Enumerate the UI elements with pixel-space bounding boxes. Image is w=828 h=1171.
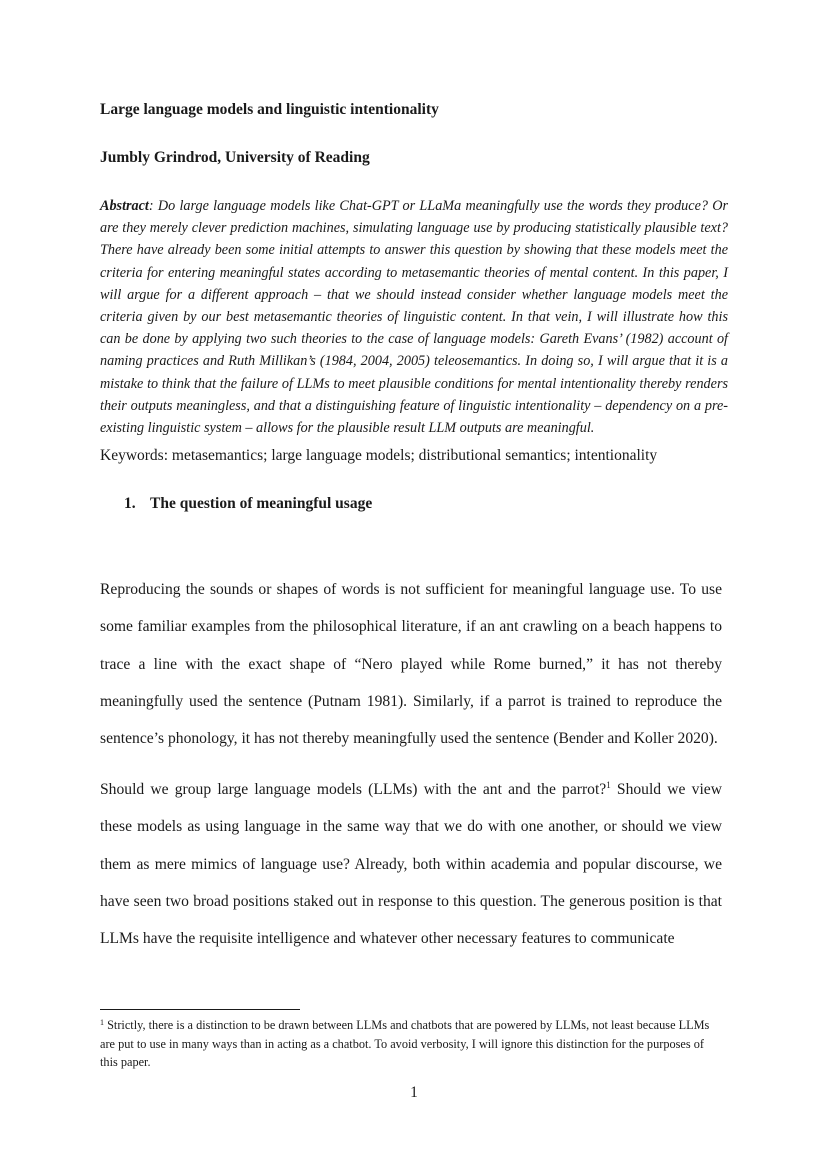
keywords: Keywords: metasemantics; large language models; distributional semantics; intentionality — [100, 447, 658, 464]
author-line: Jumbly Grindrod, University of Reading — [100, 149, 370, 166]
section-number: 1. — [124, 495, 136, 512]
paragraph-2-text-end: Should we view these models as using language in the same way that we do with one another, or should we view them as mere mimics of language use? Already, both within academia and popular discourse, we have seen two broad positions staked out in response to this question. The generous position is that LLMs have the requisite intelligence and whatever other necessary features to communicate — [100, 781, 722, 948]
footnote-divider — [100, 1009, 300, 1010]
body-paragraph-2 — [100, 771, 722, 957]
abstract-text: : Do large language models like Chat-GPT or LLaMa meaningfully use the words they produce? Or are they merely clever prediction machines, simulating language use by producing statistically plausible text? There have already been some initial attempts to answer this question by showing that these models meet the criteria for entering meaningful states according to metasemantic theories of mental content. In this paper, I will argue for a different approach – that we should instead consider whether language models meet the criteria given by our best metasemantic theories of linguistic content. In that vein, I will illustrate how this can be done by applying two such theories to the case of language models: Gareth Evans’ (1982) account of naming practices and Ruth Millikan’s (1984, 2004, 2005) teleosemantics. In doing so, I will argue that it is a mistake to think that the failure of LLMs to meet plausible conditions for mental intentionality thereby renders their outputs meaningless, and that a distinguishing feature of linguistic intentionality – dependency on a pre-existing linguistic system – allows for the plausible result LLM outputs are meaningful. — [100, 198, 728, 437]
paper-title: Large language models and linguistic intentionality — [100, 101, 439, 118]
footnote — [100, 1016, 722, 1072]
body-paragraph-1: Reproducing the sounds or shapes of words is not sufficient for meaningful language use. To use some familiar examples from the philosophical literature, if an ant crawling on a beach happens to trace a line with the exact shape of “Nero played while Rome burned,” it has not thereby meaningfully used the sentence (Putnam 1981). Similarly, if a parrot is trained to reproduce the sentence’s phonology, it has not thereby meaningfully used the sentence (Bender and Koller 2020). — [100, 581, 722, 748]
footnote-number: 1 — [100, 1018, 104, 1027]
footnote-reference[interactable]: 1 — [606, 780, 611, 790]
abstract-label: Abstract — [100, 198, 149, 214]
footnote-text: Strictly, there is a distinction to be drawn between LLMs and chatbots that are powered by LLMs, not least because LLMs are put to use in many ways than in acting as a chatbot. To avoid verbosity, I will ignore this distinction for the purposes of this paper. — [100, 1018, 710, 1069]
paragraph-2-text-start: Should we group large language models (LLMs) with the ant and the parrot? — [100, 781, 607, 798]
section-title: The question of meaningful usage — [150, 495, 373, 512]
page-number: 1 — [410, 1084, 418, 1101]
section-heading — [124, 494, 372, 514]
abstract — [100, 195, 728, 439]
